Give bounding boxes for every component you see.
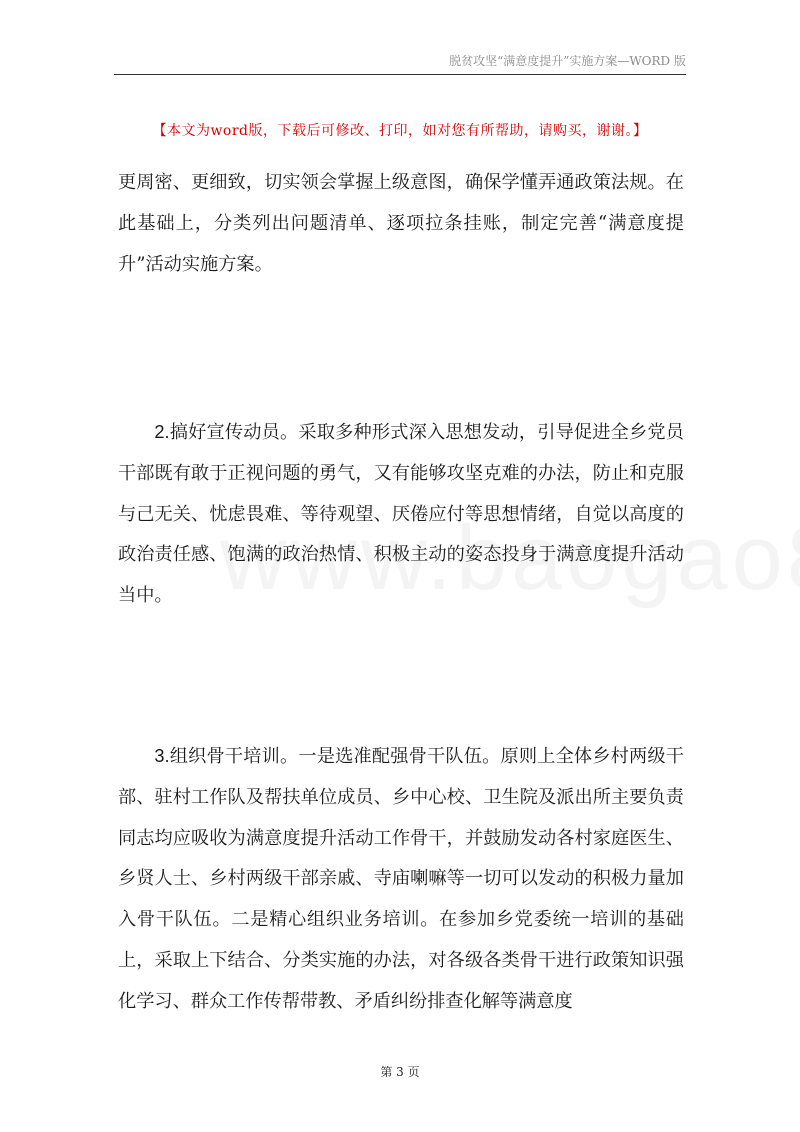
paragraph-3-text: 组织骨干培训。一是选准配强骨干队伍。原则上全体乡村两级干部、驻村工作队及帮扶单位成员、乡中心校、卫生院及派出所主要负责同志均应吸收为满意度提升活动工作骨干，并鼓励发动各村家庭医生、乡贤人士、乡村两级干部亲戚、寺庙喇嘛等一切可以发动的积极力量加入骨干队伍。二是精心组织业务培训。在参加乡党委统一培训的基础上，采取上下结合、分类实施的办法，对各级各类骨干进行政策知识强化学习、群众工作传帮带教、矛盾纠纷排查化解等满意度 bbox=[118, 746, 684, 1012]
header-title: 脱贫攻坚“满意度提升”实施方案—WORD 版 bbox=[449, 54, 686, 68]
page-number-value: 3 bbox=[396, 1065, 404, 1079]
paragraph-2 bbox=[118, 412, 684, 617]
header-divider bbox=[114, 74, 686, 75]
paragraph-2-text: 搞好宣传动员。采取多种形式深入思想发动，引导促进全乡党员干部既有敢于正视问题的勇气，又有能够攻坚克难的办法，防止和克服与己无关、忧虑畏难、等待观望、厌倦应付等思想情绪，自觉以高度的政治责任感、饱满的政治热情、积极主动的姿态投身于满意度提升活动当中。 bbox=[118, 422, 684, 607]
page-number bbox=[0, 1063, 800, 1080]
page-number-prefix: 第 bbox=[380, 1065, 393, 1079]
download-notice: 【本文为word版，下载后可修改、打印，如对您有所帮助，请购买，谢谢。】 bbox=[152, 123, 648, 139]
page-number-suffix: 页 bbox=[407, 1065, 420, 1079]
paragraph-1: 更周密、更细致，切实领会掌握上级意图，确保学懂弄通政策法规。在此基础上，分类列出问题清单、逐项拉条挂账，制定完善“满意度提升”活动实施方案。 bbox=[118, 172, 684, 275]
paragraph-2-number: 2. bbox=[154, 422, 170, 442]
paragraph-3-number: 3. bbox=[154, 746, 170, 766]
paragraph-3 bbox=[118, 736, 684, 1023]
